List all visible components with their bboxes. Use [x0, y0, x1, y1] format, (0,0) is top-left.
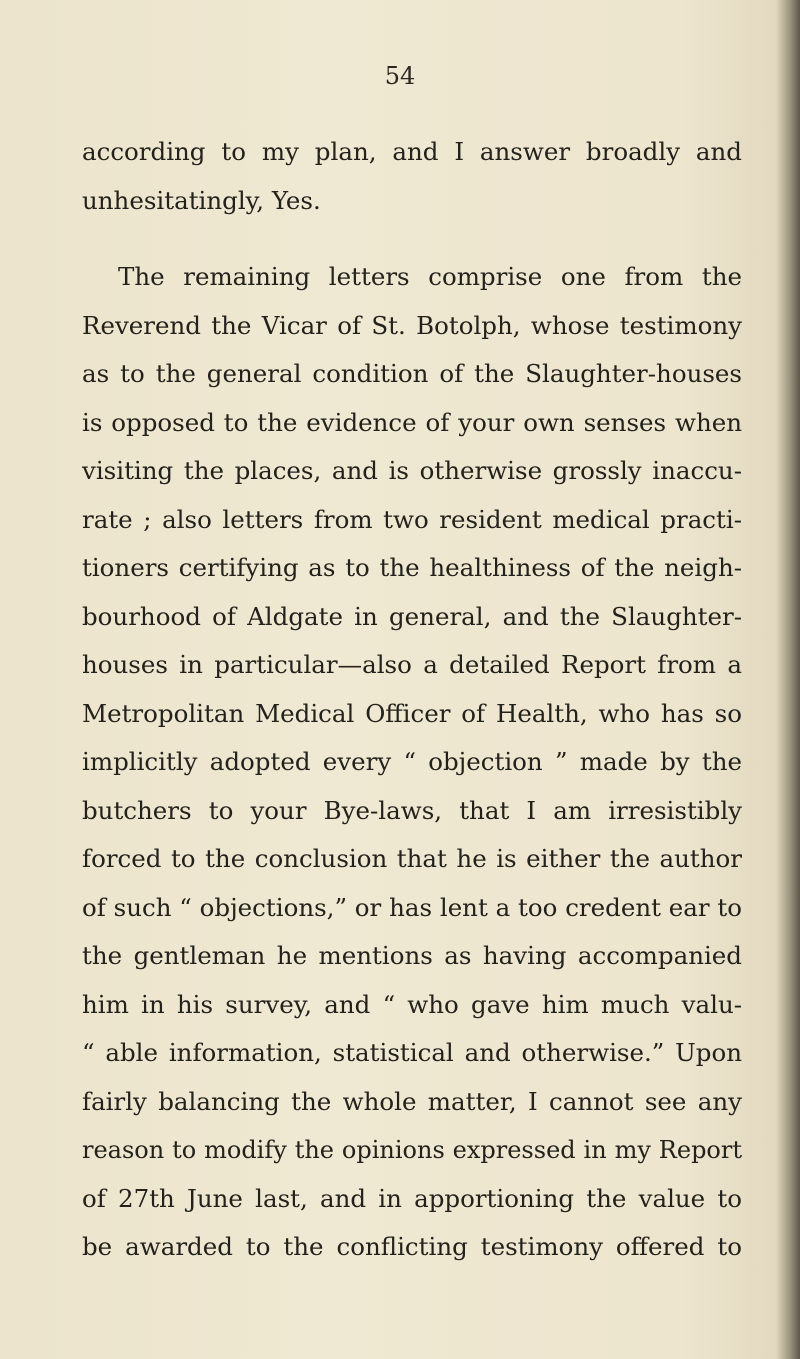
text-line: is opposed to the evidence of your own senses when: [82, 407, 742, 437]
text-line: butchers to your Bye-laws, that I am irresistibly: [82, 795, 742, 825]
text-line: be awarded to the conflicting testimony offered to: [82, 1232, 742, 1261]
text-line: houses in particular—also a detailed Report from a: [82, 650, 742, 679]
text-line: visiting the places, and is otherwise grossly inaccu-: [82, 456, 742, 485]
text-line: implicitly adopted every “ objection ” made by the: [82, 747, 742, 776]
paragraph-gap: [82, 225, 742, 253]
paragraph-2: [82, 253, 742, 1272]
text-line: of 27th June last, and in apportioning the value to: [82, 1183, 742, 1213]
page-number: 54: [384, 62, 416, 90]
text-line: of such “ objections,” or has lent a too credent ear to: [82, 892, 742, 922]
text-line: Reverend the Vicar of St. Botolph, whose testimony: [82, 310, 742, 340]
paragraph-1: [82, 128, 742, 225]
text-line: as to the general condition of the Slaughter-houses: [82, 359, 742, 388]
text-line: The remaining letters comprise one from the: [118, 262, 742, 291]
text-line: tioners certifying as to the healthiness of the neigh-: [82, 553, 742, 582]
text-line: bourhood of Aldgate in general, and the Slaughter-: [82, 601, 742, 631]
body-text: [82, 128, 742, 1272]
text-line: forced to the conclusion that he is either the author: [82, 844, 742, 873]
text-line: according to my plan, and I answer broadly and: [82, 137, 742, 166]
text-line: the gentleman he mentions as having accompanied: [82, 941, 742, 970]
text-line: reason to modify the opinions expressed in my Report: [82, 1136, 742, 1164]
text-line: him in his survey, and “ who gave him much valu-: [82, 989, 742, 1019]
text-line: Metropolitan Medical Officer of Health, who has so: [82, 698, 742, 728]
text-line: unhesitatingly, Yes.: [82, 185, 321, 215]
text-line: fairly balancing the whole matter, I cannot see any: [82, 1086, 742, 1116]
text-line: “ able information, statistical and otherwise.” Upon: [82, 1038, 742, 1067]
text-line: rate ; also letters from two resident medical practi-: [82, 504, 742, 534]
